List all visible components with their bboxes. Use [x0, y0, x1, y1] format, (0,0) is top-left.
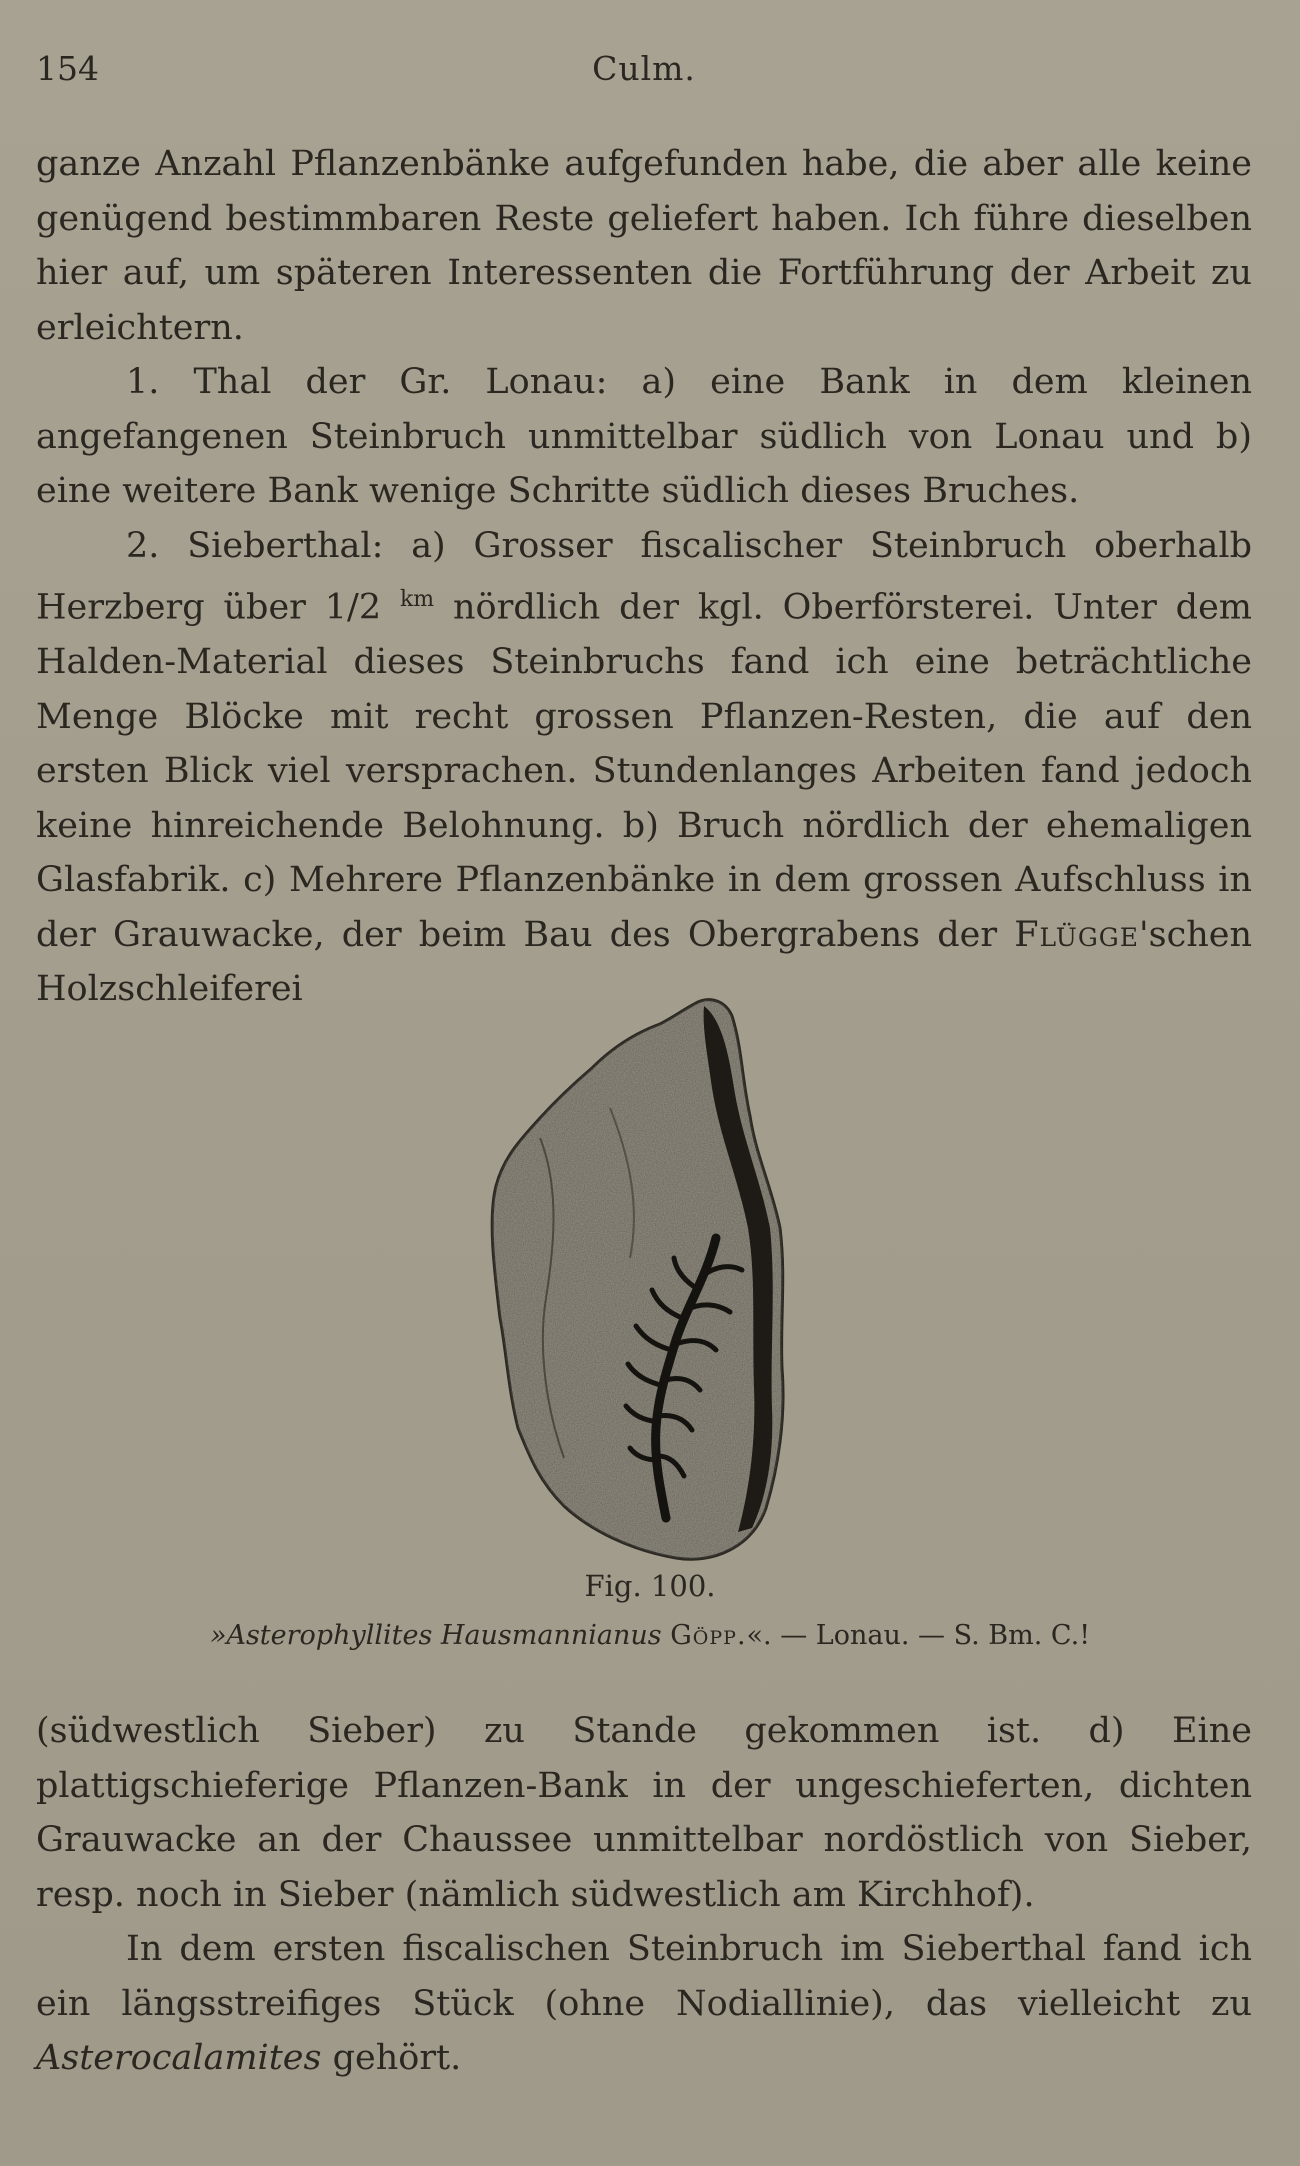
asterocalamites-text-start: In dem ersten fiscalischen Steinbruch im Sieberthal fand ich ein längsstreifiges Stück (ohne Nodiallinie), das vielleicht zu: [36, 1929, 1252, 2024]
fossil-illustration: [480, 988, 810, 1568]
caption-species: »Asterophyllites Hausmannianus: [209, 1620, 662, 1651]
figure-label: Fig. 100.: [584, 1569, 716, 1603]
figure-caption: [0, 1616, 1300, 1656]
paragraph-lonau: 1. Thal der Gr. Lonau: a) eine Bank in dem kleinen angefangenen Steinbruch unmittelbar südlich von Lonau und b) eine weitere Bank wenige Schritte südlich dieses Bruches.: [36, 362, 1252, 511]
top-text-block: [36, 137, 1252, 1017]
running-head: Culm.: [592, 49, 696, 88]
paragraph-sieberthal: [36, 519, 1252, 1017]
page-number: 154: [36, 49, 99, 88]
sieberthal-text-start: 2. Sieberthal: a) Grosser fiscalischer Steinbruch oberhalb Herzberg über: [36, 525, 1252, 628]
genus-asterocalamites: Asterocalamites: [36, 2038, 322, 2078]
caption-author: Göpp.: [670, 1620, 747, 1651]
sieberthal-text-end: 'schen Holzschleiferei: [36, 914, 1252, 1010]
bottom-text-block: [36, 1704, 1252, 2086]
fossil-drawing: [480, 988, 810, 1568]
paragraph-continuation: ganze Anzahl Pflanzenbänke aufgefunden habe, die aber alle keine genügend bestimmbaren Reste geliefert haben. Ich führe dieselben hier auf, um späteren Interessenten die Fortführung der Arbeit zu erleichtern.: [36, 144, 1252, 348]
sieberthal-text-middle: nördlich der kgl. Oberförsterei. Unter dem Halden-Material dieses Steinbruchs fand ich eine beträchtliche Menge Blöcke mit recht grossen Pflanzen-Resten, die auf den ersten Blick viel versprachen. Stundenlanges Arbeiten fand jedoch keine hinreichende Belohnung. b) Bruch nördlich der ehemaligen Glasfabrik. c) Mehrere Pflanzenbänke in dem grossen Aufschluss in der Grauwacke, der beim Bau des Obergrabens der: [36, 587, 1252, 955]
paragraph-sieber: (südwestlich Sieber) zu Stande gekommen ist. d) Eine plattigschieferige Pflanzen-Bank in der ungeschieferten, dichten Grauwacke an der Chaussee unmittelbar nordöstlich von Sieber, resp. noch in Sieber (nämlich südwestlich am Kirchhof).: [36, 1711, 1252, 1915]
fraction: 1/2: [324, 587, 382, 628]
page-header: [36, 44, 1252, 94]
asterocalamites-text-end: gehört.: [321, 2038, 462, 2078]
unit-km: km: [399, 587, 435, 612]
name-fluegge: Flügge: [1014, 914, 1140, 955]
paragraph-asterocalamites: [36, 1922, 1252, 2086]
caption-rest: «. — Lonau. — S. Bm. C.!: [746, 1620, 1091, 1651]
